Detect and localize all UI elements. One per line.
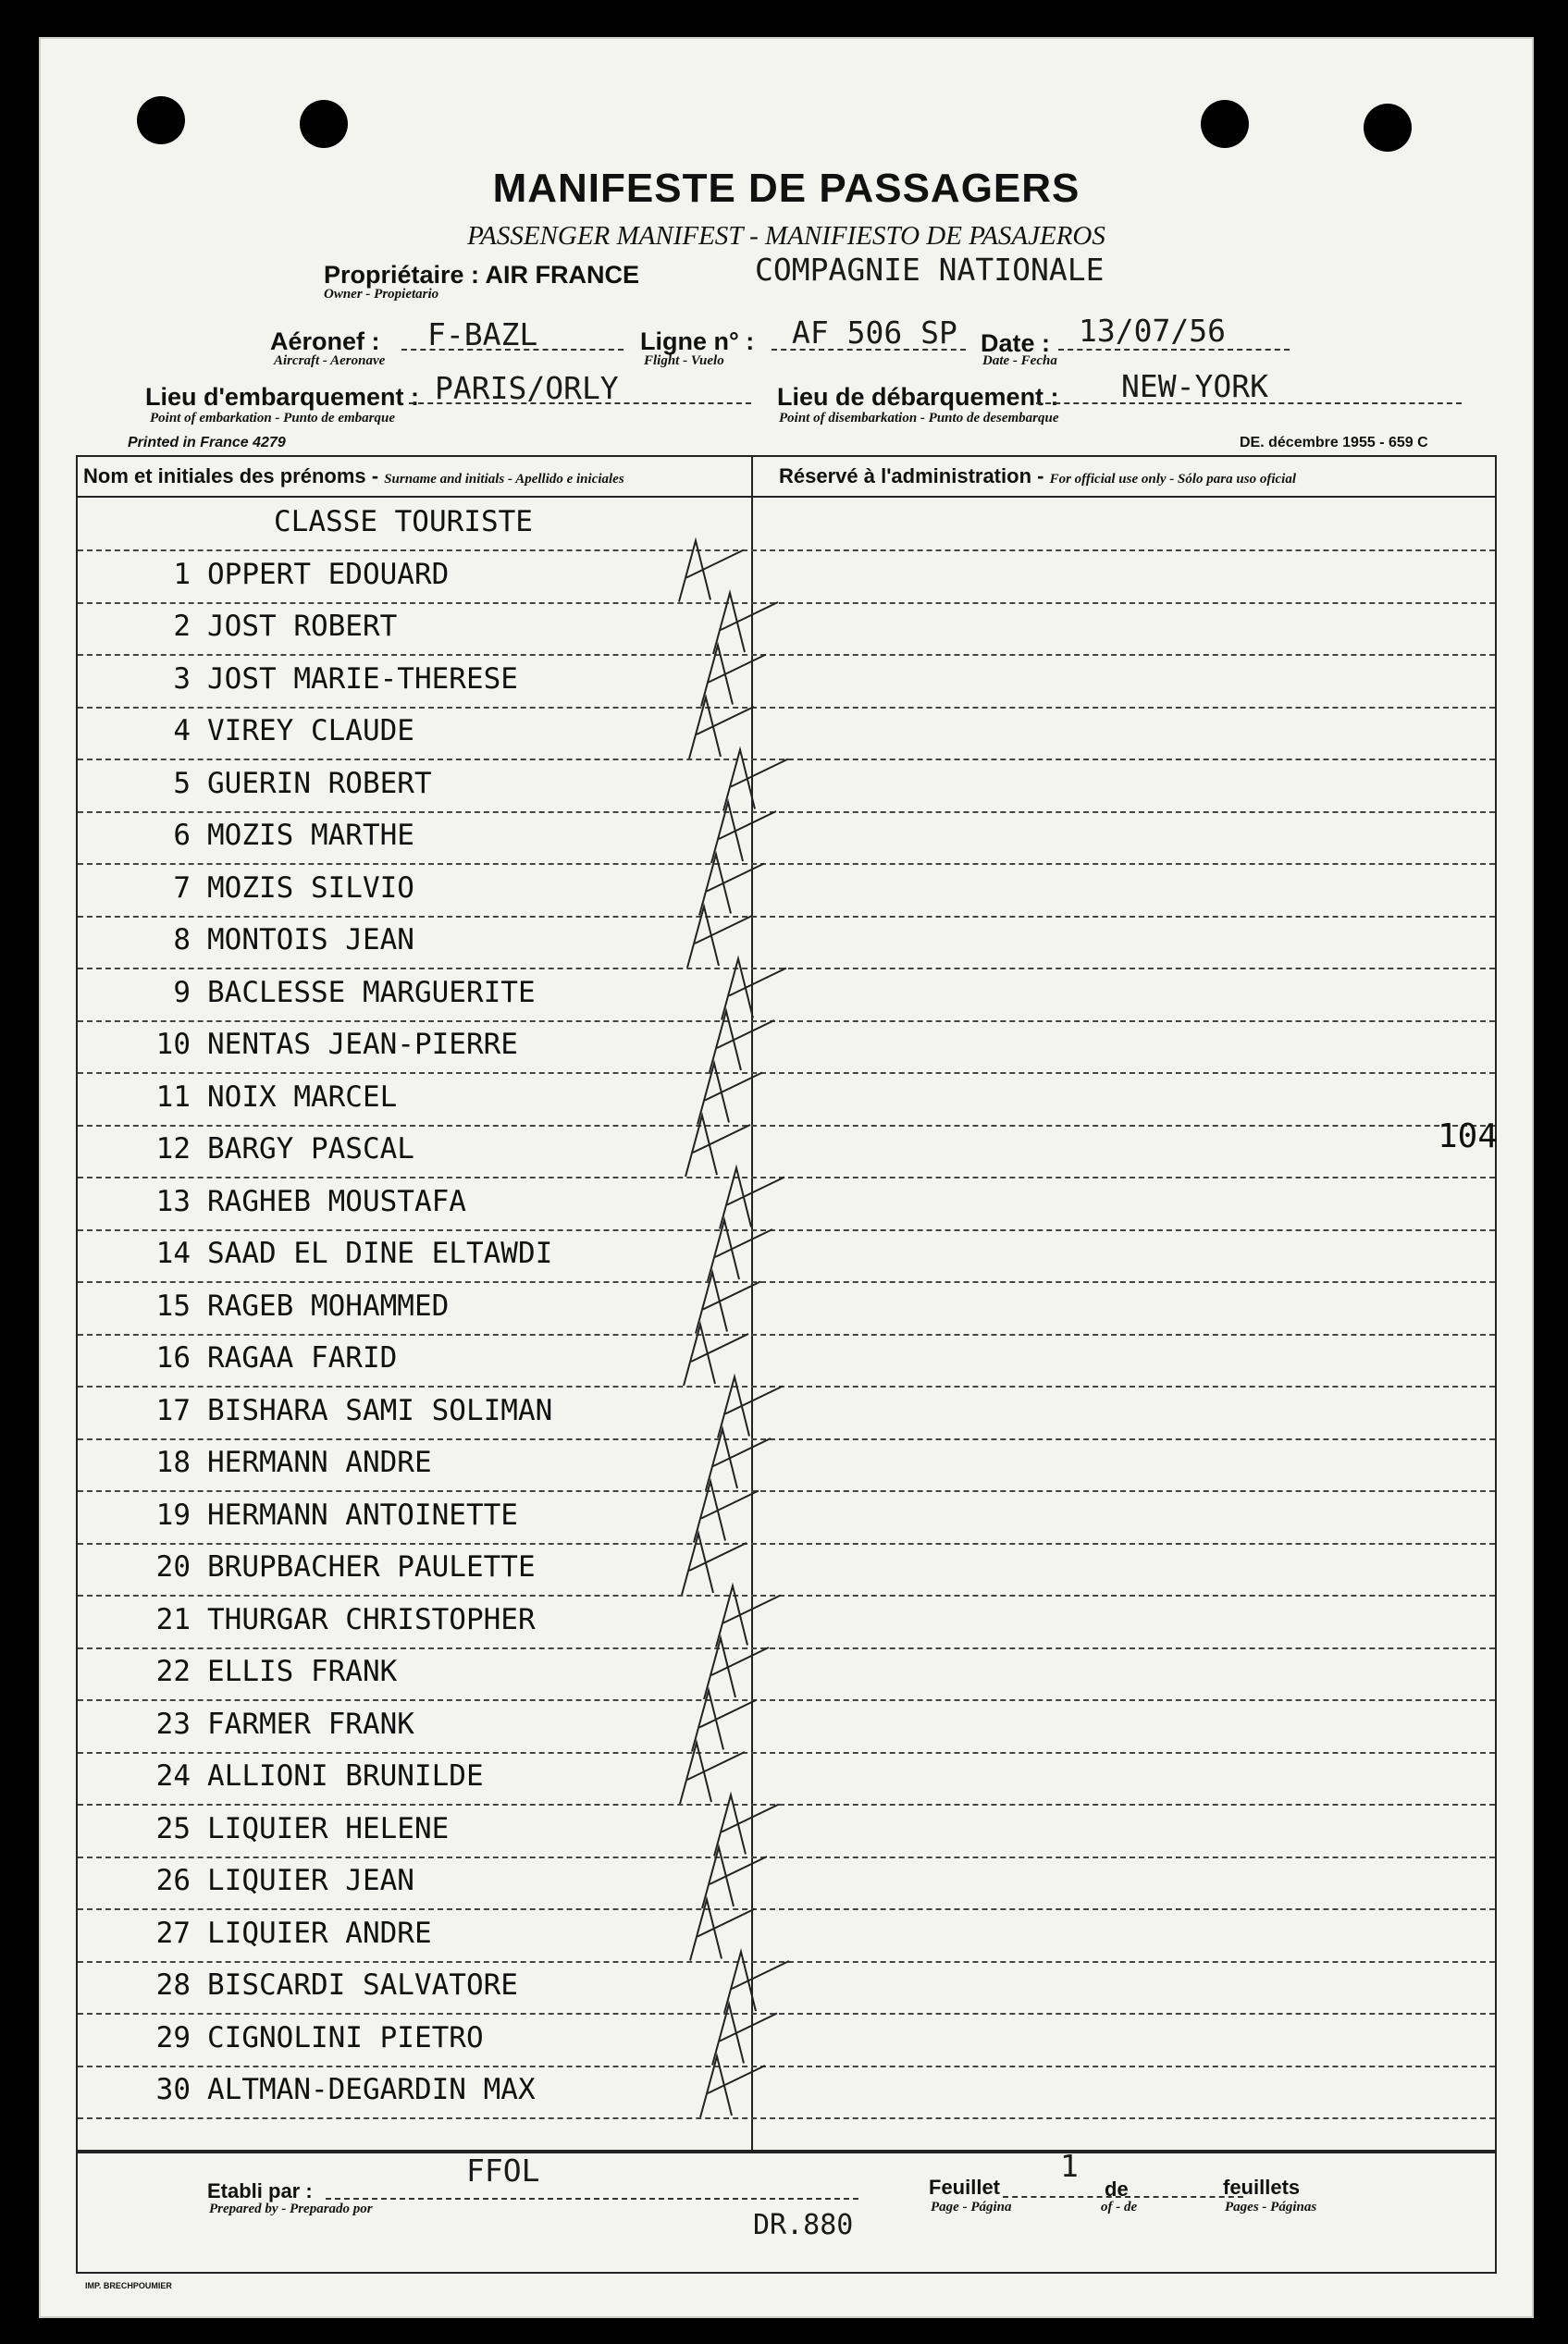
- flight-underline: [772, 349, 966, 351]
- passenger-number: 13: [155, 1184, 191, 1218]
- passenger-number: 6: [173, 819, 191, 852]
- passenger-number: 1: [173, 557, 191, 591]
- passenger-number: 19: [155, 1498, 191, 1532]
- imprint-note: IMP. BRECHPOUMIER: [85, 2281, 172, 2290]
- embark-value: PARIS/ORLY: [435, 370, 619, 406]
- admin-column-title: Réservé à l'administration -: [779, 464, 1044, 487]
- passenger-name: BACLESSE MARGUERITE: [207, 975, 536, 1009]
- passenger-number: 9: [173, 975, 191, 1009]
- passenger-name: BRUPBACHER PAULETTE: [207, 1550, 536, 1584]
- aircraft-label: Aéronef :: [270, 327, 380, 355]
- passenger-name: VIREY CLAUDE: [207, 714, 414, 747]
- passenger-number: 27: [155, 1916, 191, 1950]
- passenger-name: BISCARDI SALVATORE: [207, 1968, 518, 2002]
- disembark-label: Lieu de débarquement :: [777, 383, 1059, 411]
- reference-number: DR.880: [753, 2209, 854, 2241]
- passenger-number: 25: [155, 1811, 191, 1845]
- passenger-name: OPPERT EDOUARD: [207, 557, 450, 591]
- check-mark: [690, 1900, 755, 1961]
- owner-label: Propriétaire : AIR FRANCE: [324, 261, 640, 289]
- sheet-label: Feuillet: [929, 2176, 1001, 2199]
- disembark-value: NEW-YORK: [1121, 368, 1268, 404]
- sheets-sublabel: Pages - Páginas: [1225, 2200, 1317, 2214]
- passenger-name: THURGAR CHRISTOPHER: [207, 1602, 536, 1636]
- passenger-name: GUERIN ROBERT: [207, 766, 432, 800]
- passenger-name: LIQUIER ANDRE: [207, 1916, 432, 1950]
- page-subtitle: PASSENGER MANIFEST - MANIFIESTO DE PASAJEROS: [467, 221, 1105, 251]
- footer-bottom-border: [76, 2272, 1497, 2274]
- check-mark: [722, 959, 786, 1020]
- check-mark: [700, 2056, 765, 2117]
- check-mark: [694, 1482, 759, 1543]
- aircraft-sublabel: Aircraft - Aeronave: [274, 353, 386, 368]
- passenger-name: JOST ROBERT: [207, 610, 398, 643]
- passenger-name: RAGHEB MOUSTAFA: [207, 1184, 466, 1218]
- check-mark: [704, 1638, 769, 1699]
- passenger-name: ALTMAN-DEGARDIN MAX: [207, 2073, 536, 2106]
- aircraft-underline: [401, 349, 623, 351]
- passenger-number: 3: [173, 661, 191, 696]
- passenger-name: FARMER FRANK: [207, 1707, 414, 1741]
- passenger-name: BISHARA SAMI SOLIMAN: [207, 1393, 553, 1427]
- date-label: Date :: [981, 329, 1051, 357]
- embark-label: Lieu d'embarquement :: [145, 383, 419, 411]
- check-mark: [702, 1847, 767, 1908]
- admin-note: 104: [1438, 1117, 1499, 1155]
- check-mark: [696, 1273, 760, 1334]
- passenger-number: 11: [155, 1079, 191, 1114]
- passenger-name: LIQUIER JEAN: [207, 1864, 414, 1897]
- check-mark: [718, 1377, 783, 1438]
- check-mark: [687, 907, 752, 968]
- passenger-number: 15: [155, 1289, 191, 1323]
- passenger-name: HERMANN ANTOINETTE: [207, 1498, 518, 1532]
- date-sublabel: Date - Fecha: [982, 353, 1057, 368]
- check-mark: [692, 1691, 757, 1752]
- passenger-name: MOZIS SILVIO: [207, 870, 414, 905]
- flight-value: AF 506 SP: [792, 315, 957, 351]
- prepared-label: Etabli par :: [207, 2179, 313, 2202]
- check-mark: [699, 855, 764, 916]
- sheets-underline: [1003, 2196, 1243, 2198]
- page-title: MANIFESTE DE PASSAGERS: [492, 166, 1080, 211]
- passenger-number: 22: [155, 1655, 191, 1688]
- sheet-value: 1: [1060, 2148, 1079, 2184]
- check-marks: [78, 457, 1495, 2152]
- passenger-number: 7: [173, 870, 191, 905]
- check-mark: [724, 1952, 789, 2013]
- of-sublabel: of - de: [1101, 2200, 1138, 2214]
- check-mark: [723, 750, 788, 811]
- passenger-number: 17: [155, 1393, 191, 1427]
- passenger-name: NOIX MARCEL: [207, 1079, 398, 1114]
- passenger-name: BARGY PASCAL: [207, 1132, 414, 1166]
- check-mark: [720, 1168, 784, 1229]
- name-column-subtitle: Surname and initials - Apellido e iniciales: [384, 472, 624, 487]
- disembark-sublabel: Point of disembarkation - Punto de desembarque: [779, 411, 1059, 426]
- sheet-sublabel: Page - Página: [931, 2200, 1012, 2214]
- owner-sublabel: Owner - Propietario: [324, 287, 439, 302]
- passenger-name: RAGAA FARID: [207, 1341, 398, 1375]
- date-underline: [1058, 349, 1290, 351]
- aircraft-value: F-BAZL: [427, 316, 538, 352]
- passenger-number: 16: [155, 1341, 191, 1375]
- passenger-name: MONTOIS JEAN: [207, 923, 414, 956]
- passenger-name: NENTAS JEAN-PIERRE: [207, 1028, 518, 1061]
- passenger-table: [76, 455, 1497, 2153]
- passenger-name: HERMANN ANDRE: [207, 1446, 432, 1479]
- footer-right-border: [1495, 2150, 1497, 2274]
- passenger-number: 8: [173, 923, 191, 956]
- passenger-name: SAAD EL DINE ELTAWDI: [207, 1237, 553, 1270]
- footer-left-border: [76, 2150, 78, 2274]
- flight-label: Ligne n° :: [640, 327, 755, 355]
- check-mark: [682, 1534, 747, 1595]
- passenger-number: 10: [155, 1028, 191, 1061]
- passenger-number: 2: [173, 610, 191, 643]
- footer-divider: [76, 2150, 1497, 2152]
- of-label: de: [1105, 2177, 1129, 2201]
- passenger-number: 5: [173, 766, 191, 800]
- check-mark: [701, 646, 766, 707]
- date-value: 13/07/56: [1079, 313, 1226, 349]
- class-label: CLASSE TOURISTE: [274, 505, 533, 538]
- prepared-sublabel: Prepared by - Preparado por: [209, 2202, 373, 2216]
- check-mark: [689, 697, 754, 759]
- passenger-number: 21: [155, 1602, 191, 1636]
- punch-hole: [137, 96, 185, 144]
- passenger-name: ALLIONI BRUNILDE: [207, 1759, 484, 1793]
- passenger-name: JOST MARIE-THERESE: [207, 661, 518, 696]
- check-mark: [711, 802, 776, 863]
- punch-hole: [1201, 100, 1249, 148]
- check-mark: [698, 1064, 762, 1125]
- passenger-number: 26: [155, 1864, 191, 1897]
- name-column-title: Nom et initiales des prénoms -: [83, 464, 379, 487]
- passenger-number: 23: [155, 1707, 191, 1741]
- check-mark: [714, 1795, 779, 1857]
- prepared-value: FFOL: [466, 2153, 540, 2189]
- owner-value: COMPAGNIE NATIONALE: [755, 252, 1105, 288]
- check-mark: [713, 593, 778, 654]
- passenger-number: 18: [155, 1446, 191, 1479]
- passenger-number: 29: [155, 2020, 191, 2054]
- passenger-name: MOZIS MARTHE: [207, 819, 414, 852]
- check-mark: [708, 1220, 772, 1281]
- check-mark: [680, 1743, 745, 1804]
- check-mark: [679, 541, 744, 602]
- passenger-name: ELLIS FRANK: [207, 1655, 398, 1688]
- passenger-name: RAGEB MOHAMMED: [207, 1289, 450, 1323]
- passenger-number: 30: [155, 2073, 191, 2106]
- passenger-name: LIQUIER HELENE: [207, 1811, 450, 1845]
- sheets-label: feuillets: [1223, 2176, 1301, 2199]
- manifest-sheet: [39, 37, 1534, 2318]
- passenger-number: 28: [155, 1968, 191, 2002]
- flight-sublabel: Flight - Vuelo: [644, 353, 724, 368]
- passenger-number: 20: [155, 1550, 191, 1584]
- check-mark: [712, 2005, 777, 2066]
- check-mark: [684, 1325, 748, 1386]
- admin-column-subtitle: For official use only - Sólo para uso oficial: [1049, 472, 1296, 487]
- embark-underline: [409, 402, 751, 404]
- check-mark: [710, 1011, 774, 1072]
- passenger-number: 14: [155, 1237, 191, 1270]
- passenger-number: 12: [155, 1132, 191, 1166]
- disembark-underline: [1036, 402, 1462, 404]
- check-mark: [706, 1429, 771, 1490]
- form-code: DE. décembre 1955 - 659 C: [1240, 435, 1428, 450]
- passenger-number: 4: [173, 714, 191, 747]
- printed-note: Printed in France 4279: [128, 435, 286, 450]
- prepared-underline: [326, 2198, 858, 2200]
- passenger-name: CIGNOLINI PIETRO: [207, 2020, 484, 2054]
- embark-sublabel: Point of embarkation - Punto de embarque: [150, 411, 396, 426]
- punch-hole: [1364, 104, 1412, 152]
- check-mark: [685, 1116, 750, 1177]
- check-mark: [716, 1586, 781, 1647]
- punch-hole: [300, 100, 348, 148]
- passenger-number: 24: [155, 1759, 191, 1793]
